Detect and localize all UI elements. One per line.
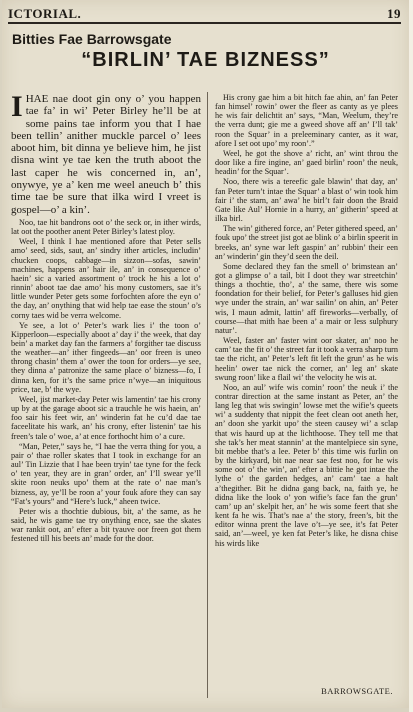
paragraph: Noo, there wis a tereefic gale blawin’ that day, an’ fan Peter turn’t intae the Squar’ a blast o’ win took him fair i’ the starn, an’ awa’ he birl’t fair doon the Braid Gate like Aul’ Hornie in a hurry, an’ githerin’ speed at ilka birl.: [215, 177, 398, 224]
paragraph: Peter wis a thochtie dubious, bit, a’ the same, as he said, he wis game tae try onything ence, sae the skates war rankit oot, an’ efter a bit tyauve oor freen got them festened till his beets an’ made for the door.: [11, 506, 201, 544]
paragraph: Ye see, a lot o’ Peter’s wark lies i’ the toon o’ Kipperloon—especially aboot a’ day i’ the week, that day bein’ a market day fan the farmers a’ forgither tae discuss the weather—an’ ither fingeeds—an’ oor freen is uneo throng chasin’ them a’ ower the toon for orders—ye see, they dinna a’ patronize the same place o’ bizness—fo, I dinna ken, for it’s the same price n’wye—an iniquitous price, tae, b’ the wye.: [11, 320, 201, 394]
page-number: 19: [387, 6, 401, 21]
page-header: [8, 6, 401, 22]
header-rule: [8, 22, 401, 24]
paragraph: Weel, jist market-day Peter wis lamentin’ tae his crony up by at the garage aboot sic a trauchle he wis haein, an’ foo sair his feet wir, an’ winderin fat he cu’d dae tae faceelitate his wark, an’ his crony, efter listenin’ tae his freen’s tale o’ woe, a’ at ence forthocht him o’ a cure.: [11, 394, 201, 441]
article-kicker: Bitties Fae Barrowsgate: [12, 31, 172, 47]
paragraph: The win’ githered force, an’ Peter githered speed, an’ fouk upo’ the street jist got ae blink o’ a birlin speerit in breeks, an’ syne war left gaspin’ an’ rubbin’ their een an’ winderin’ gin they’d seen the deil.: [215, 224, 398, 261]
paragraph: Noo, an aul’ wife wis comin’ roon’ the neuk i’ the contrar direction at the same instant as Peter, an’ the lang leg that wis swingin’ lowse met the wifie’s queets wi’ a suddenty that nippit the feet clean oot aneth her, an’ doon she yarkit upo’ the steen causey wi’ a sclap that wis haurd up at the lichthoose. They tell me that she tak’s her meat stannin’ at the mantelpiece sin syne, bit mebbe that’s a lee. Peter b’ this time wis furlin on by the kirkyard, bit nae near sae fest noo, for he wis some oot o’ the win’, an’ efter a bittie he got intae the lythe o’ the garden hedges, an’ cam’ tae a halt a’thegither. Bit he didna gang back, na, faith ye, he didna like the look o’ yon wifie’s face fan the grun’ cam’ up an’ skelpit her, an’ he wis some feert that she kent fa he wis. That’s nae a’ the story, freen’s, bit the editor winna prent the lave o’t—ye see, it’s fat Peter said, an’—weel, ye ken fat Peter’s like, he disna chise his wirds like: [215, 382, 398, 548]
paragraph: Some declared they fan the smell o’ brimstean an’ got a glimpse o’ a tail, bit I doot they war streetchin’ things a thochtie, tho’, a’ the same, there wis some foondation for their belief, for Peter’s galluses hid gien wye under the strain, an’ war sailin’ on ahin, an’ Peter wis, I maun admit, lattin’ aff fireworks—verbally, of course—that mith hae been a’ a mair or less sulphury natur’.: [215, 261, 398, 335]
lead-text: HAE nae doot gin ony o’ you happen tae fa’ in wi’ Peter Birley he’ll be at some pains tae inform you that I hae been tellin’ anither muckle parcel o’ lees aboot him, bit dinna ye believe him, he jist disna wint ye tae ken the truth aboot the last caper he wis concerned in, an’, onywye, ye a’ ken me weel aneuch b’ this time tae be sure that ilka wird I vreet is gospel—o’ a kin’.: [11, 93, 201, 216]
author-signature: BARROWSGATE.: [321, 686, 393, 696]
paragraph: His crony gae him a bit hitch fae ahin, an’ fan Peter fan himsel’ rowin’ ower the fleer as canty as ye plees he wis fair delichtit an’ says, “Man, Weelum, they’re the verra dunt; gie me a gweed shove aff an’ I’ll tak’ roon the Squar’ in a preleeminary canter, as it war, afore I set oot upo’ my roon’.”: [215, 93, 398, 148]
drop-cap: I: [11, 90, 23, 123]
page-edge: [409, 0, 413, 712]
paragraph: Weel, he got the shove a’ richt, an’ wint throu the door like a fire ingine, an’ gaed birlin’ roon’ the neuk, headin’ for the Squar’.: [215, 148, 398, 177]
paragraph: Weel, I think I hae mentioned afore that Peter sells amo’ seed, sids, saut, an’ sindry ither articles, includin’ chucken coops, cabbage—in sizzon—sofas, sawin’ machines, happens an’ hair ile, an’ in consequence o’ haein’ sic a varied assortment o’ trock he his a lot o’ rinnin’ aboot tae dae amo’ his mony customers, sae it’s little wunder Peter gets some forfochten afore the eyn o’ the day, an’ onything that wid help tae ease the stoun’ o’s corny taes wid be verra welcome.: [11, 237, 201, 320]
lead-paragraph: [11, 90, 201, 216]
paragraph: Weel, faster an’ faster wint oor skater, an’ noo he cam’ tae the fit o’ the street far it took a verra sharp turn tae the richt, an’ Peter’s left fit left the grun’ as he wis heelin’ ower tae nick the corner, an’ leg an’ skate swung roon’ like a flail wi’ the velocity he wis at.: [215, 336, 398, 382]
column-divider: [207, 92, 208, 698]
paragraph: Noo, tae hit bandrons oot o’ the seck or, in ither wirds, lat oot the poother anent Peter Birley’s latest ploy.: [11, 217, 201, 237]
article-column-right: [215, 93, 398, 549]
article-headline: “BIRLIN’ TAE BIZNESS”: [81, 49, 330, 71]
article-column-left: [11, 90, 201, 544]
section-title: ICTORIAL.: [8, 6, 82, 21]
paragraph: “Man, Peter,” says he, “I hae the verra thing for you, a pair o’ thae roller skates that I took in exchange for an aul’ Tin Lizzie that I hae been tryin’ tae tyne for the feck o’ ten year, they are in gran’ order, an’ I’ll swear ye’ll skite roon neuks upo’ them at the rate o’ nae man’s bizness, ay, ye’ll be roon a’ your fouk afore they can say “Fat’s yours” and “Here’s luck,” aheen twice.: [11, 441, 201, 506]
newspaper-page: [2, 0, 409, 708]
